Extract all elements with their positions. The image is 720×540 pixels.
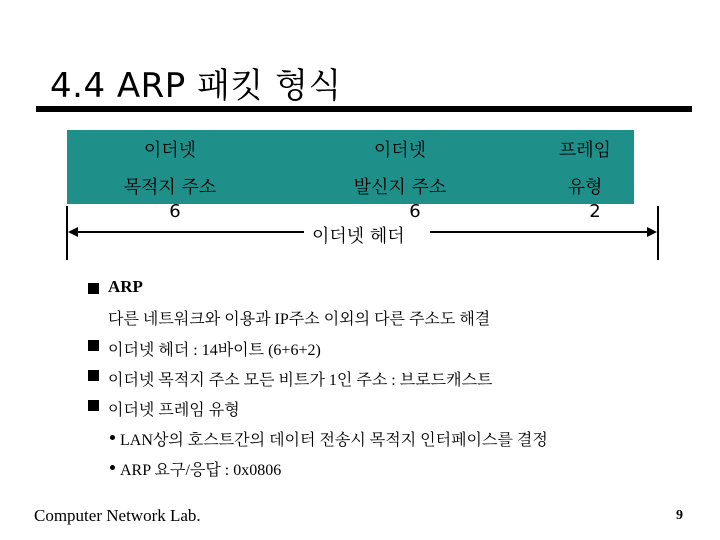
bullet-square-icon <box>88 400 99 411</box>
bullet-header-size: 이더넷 헤더 : 14바이트 (6+6+2) <box>108 342 321 359</box>
bullet-square-icon <box>88 283 99 294</box>
page-number: 9 <box>676 508 683 523</box>
span-line-left <box>74 231 304 233</box>
arrow-right-icon <box>647 227 657 237</box>
slide-title: 4.4 ARP 패킷 형식 <box>50 66 342 106</box>
bullet-broadcast: 이더넷 목적지 주소 모든 비트가 1인 주소 : 브로드캐스트 <box>108 372 493 389</box>
field-src-line2: 발신지 주소 <box>353 177 447 198</box>
field-src-size: 6 <box>409 201 421 222</box>
field-src-line1: 이더넷 <box>373 140 427 161</box>
span-right-tick <box>657 206 659 260</box>
title-underline <box>36 106 692 112</box>
bullet-square-icon <box>88 340 99 351</box>
header-span-label: 이더넷 헤더 <box>312 226 405 247</box>
sub-bullet-arp-type: ARP 요구/응답 : 0x0806 <box>120 462 282 479</box>
field-type-size: 2 <box>589 201 601 222</box>
field-dest-line1: 이더넷 <box>143 140 197 161</box>
sub-bullet-lan: LAN상의 호스트간의 데이터 전송시 목적지 인터페이스를 결정 <box>120 432 548 449</box>
field-dest-line2: 목적지 주소 <box>123 177 217 198</box>
sub-bullet-dot-icon <box>110 465 115 470</box>
field-type-line1: 프레임 <box>558 140 612 161</box>
field-dest-size: 6 <box>169 201 181 222</box>
footer-lab-name: Computer Network Lab. <box>34 506 201 525</box>
bullet-arp: ARP <box>108 277 143 296</box>
bullet-frame-type: 이더넷 프레임 유형 <box>108 402 240 419</box>
sub-bullet-dot-icon <box>110 435 115 440</box>
bullet-arp-desc: 다른 네트워크와 이용과 IP주소 이외의 다른 주소도 해결 <box>108 311 491 328</box>
span-line-right <box>430 231 650 233</box>
bullet-square-icon <box>88 370 99 381</box>
field-type-line2: 유형 <box>567 177 603 198</box>
arrow-left-icon <box>68 227 78 237</box>
